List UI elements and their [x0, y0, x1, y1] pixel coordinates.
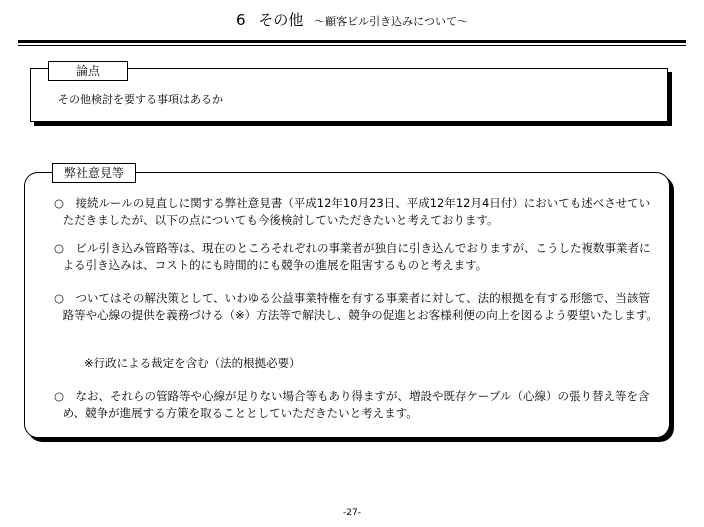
section-title: その他 — [258, 11, 304, 29]
issue-label: 論点 — [48, 61, 128, 81]
opinion-paragraph-1: ○ 接続ルールの見直しに関する弊社意見書（平成12年10月23日、平成12年12月4日付）においても述べさせていただきましたが、以下の点についても今後検討していただきたいと考えております。 — [54, 196, 651, 227]
title-rule-thin — [18, 45, 686, 46]
page-title — [0, 10, 704, 32]
page-number: -27- — [343, 508, 361, 518]
opinion-note: ※行政による裁定を含む（法的根拠必要） — [84, 356, 301, 370]
issue-text: その他検討を要する事項はあるか — [58, 93, 223, 106]
opinion-paragraph-2: ○ ビル引き込み管路等は、現在のところそれぞれの事業者が独自に引き込んでおりますが、こうした複数事業者による引き込みは、コスト的にも時間的にも競争の進展を阻害するものと考えます。 — [54, 241, 651, 272]
opinion-paragraph-4: ○ なお、それらの管路等や心線が足りない場合等もあり得ますが、増設や既存ケーブル（心線）の張り替え等を含め、競争が進展する方策を取ることとしていただきたいと考えます。 — [54, 389, 650, 420]
opinion-label: 弊社意見等 — [52, 163, 136, 183]
opinion-paragraph-3: ○ ついてはその解決策として、いわゆる公益事業特権を有する事業者に対して、法的根拠を有する形態で、当該管路等や心線の提供を義務づける（※）方法等で解決し、競争の促進とお客様利便の向上を図るよう要望いたします。 — [54, 291, 658, 322]
title-rule-thick — [18, 40, 686, 43]
section-subtitle: ～顧客ビル引き込みについて～ — [314, 15, 468, 28]
section-number: 6 — [236, 11, 246, 29]
